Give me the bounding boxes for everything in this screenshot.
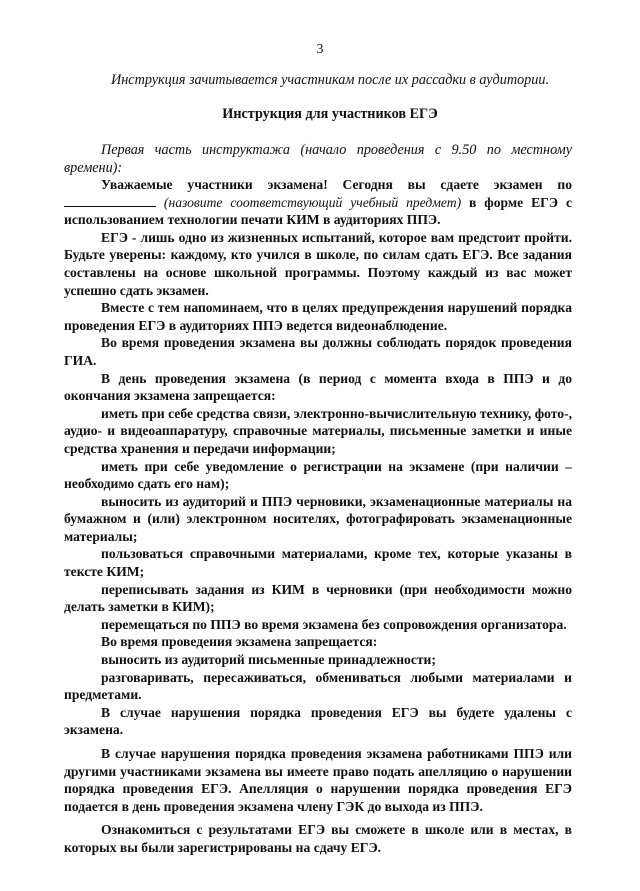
instruction-note: Инструкция зачитывается участникам после их рассадки в аудитории. (111, 72, 549, 88)
paragraph: перемещаться по ППЭ во время экзамена без сопровождения организатора. (101, 616, 567, 632)
greeting-text-start: Уважаемые участники экзамена! Сегодня вы сдаете экзамен по (101, 177, 572, 192)
subject-blank (64, 194, 156, 207)
document-title: Инструкция для участников ЕГЭ (222, 106, 438, 122)
paragraph: выносить из аудиторий письменные принадлежности; (101, 652, 436, 668)
paragraph: В случае нарушения порядка проведения ЕГЭ вы будете удалены с экзамена. (64, 704, 572, 738)
paragraph: выносить из аудиторий и ППЭ черновики, экзаменационные материалы на бумажном и (или) электронном носителях, фотографировать экзаменационные материалы; (64, 493, 572, 544)
paragraph: иметь при себе средства связи, электронно-вычислительную технику, фото-, аудио- и видеоаппаратуру, справочные материалы, письменные заметки и иные средства хранения и передачи информации; (64, 405, 572, 456)
paragraph: разговаривать, пересаживаться, обмениваться любыми материалами и предметами. (64, 669, 572, 703)
paragraph: Вместе с тем напоминаем, что в целях предупреждения нарушений порядка проведения ЕГЭ в аудиториях ППЭ ведется видеонаблюдение. (64, 300, 572, 333)
paragraph: иметь при себе уведомление о регистрации на экзамене (при наличии – необходимо сдать его нам); (64, 458, 572, 492)
paragraph: пользоваться справочными материалами, кроме тех, которые указаны в тексте КИМ; (64, 546, 572, 580)
paragraph: Ознакомиться с результатами ЕГЭ вы сможете в школе или в местах, в которых вы были зарегистрированы на сдачу ЕГЭ. (64, 822, 572, 855)
intro-text: Первая часть инструктажа (начало проведения с 9.50 по местному времени): (64, 142, 572, 176)
document-body (64, 176, 572, 857)
paragraph: В день проведения экзамена (в период с момента входа в ППЭ и до окончания экзамена запрещается: (64, 370, 572, 404)
greeting-text-end: в форме ЕГЭ с использованием технологии печати КИМ в аудиториях ППЭ. (64, 194, 572, 228)
paragraph: переписывать задания из КИМ в черновики (при необходимости можно делать заметки в КИМ); (64, 581, 572, 615)
subject-hint: (назовите соответствующий учебный предмет) (163, 194, 462, 210)
paragraph: ЕГЭ - лишь одно из жизненных испытаний, которое вам предстоит пройти. Будьте уверены: каждому, кто учился в школе, по силам сдать ЕГЭ. Все задания составлены на основе школьной программы. Поэтому каждый из вас может успешно сдать экзамен. (64, 229, 572, 298)
page-number: 3 (316, 42, 324, 57)
paragraph: Во время проведения экзамена запрещается: (101, 634, 378, 650)
paragraph: В случае нарушения порядка проведения экзамена работниками ППЭ или другими участниками экзамена вы имеете право подать апелляцию о нарушении порядка проведения ЕГЭ. Апелляция о нарушении порядка проведения ЕГЭ подается в день проведения экзамена члену ГЭК до выхода из ППЭ. (64, 746, 572, 814)
paragraph: Во время проведения экзамена вы должны соблюдать порядок проведения ГИА. (64, 335, 572, 368)
paragraph-greeting (64, 176, 572, 229)
